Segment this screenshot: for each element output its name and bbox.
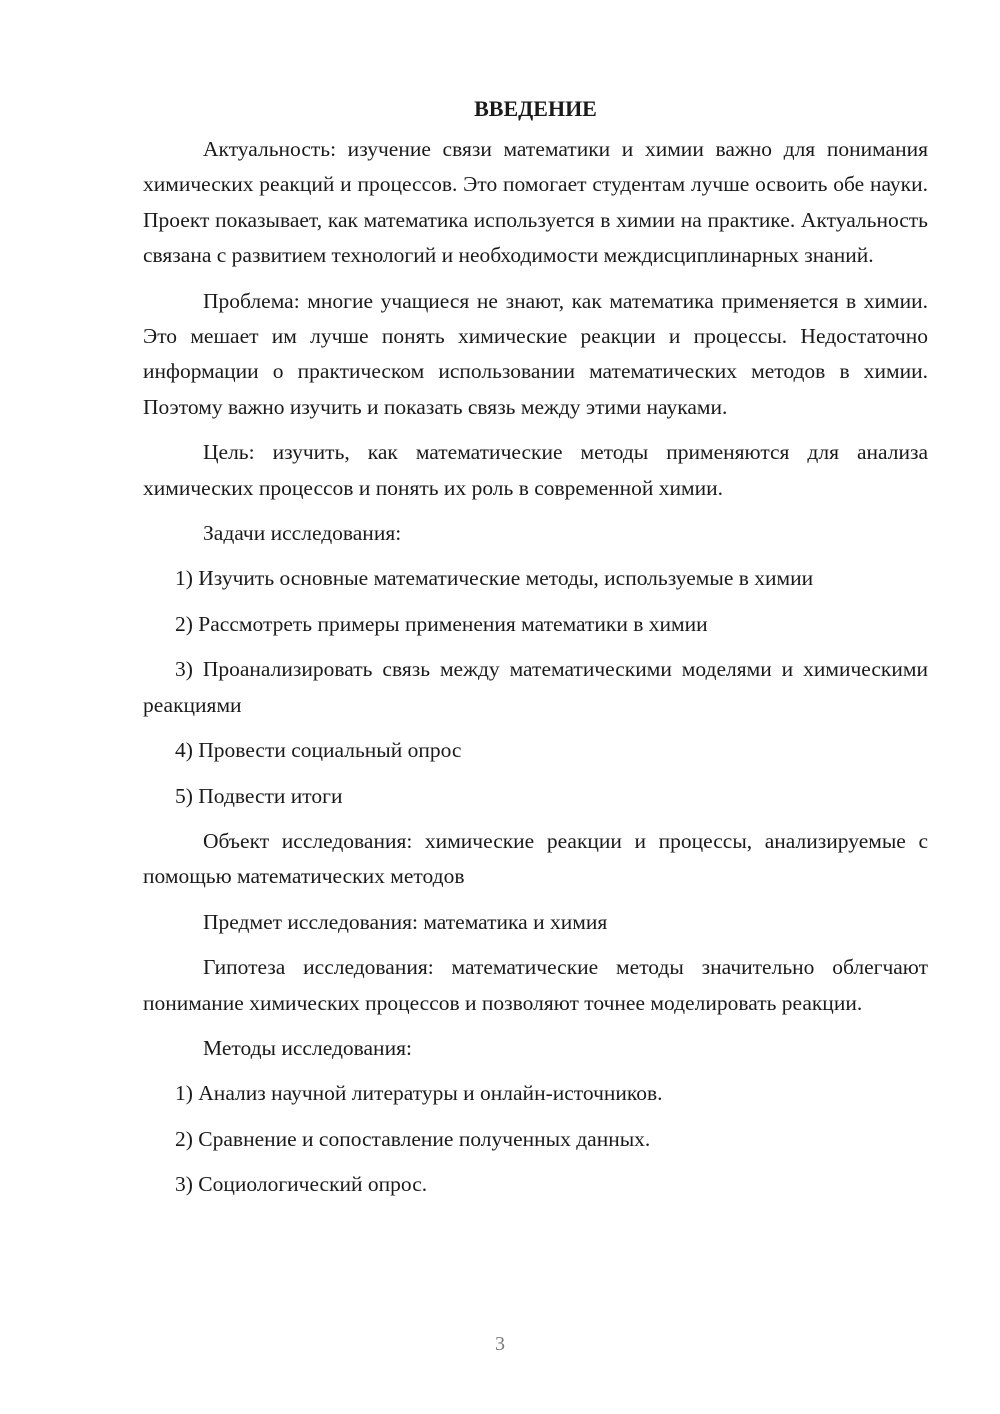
methods-title: Методы исследования:	[203, 1035, 412, 1060]
goal-paragraph: Цель: изучить, как математические методы применяются для анализа химических процессов и понять их роль в современной химии.	[143, 440, 928, 500]
task-item: 1) Изучить основные математические методы, используемые в химии	[175, 566, 814, 591]
method-item: 1) Анализ научной литературы и онлайн-источников.	[175, 1081, 663, 1106]
task-item: 2) Рассмотреть примеры применения математики в химии	[175, 611, 708, 636]
method-item: 3) Социологический опрос.	[175, 1172, 428, 1197]
task-item: 4) Провести социальный опрос	[175, 738, 462, 763]
method-item: 2) Сравнение и сопоставление полученных данных.	[175, 1126, 651, 1151]
task-item: 3) Проанализировать связь между математическими моделями и химическими реакциями	[143, 657, 928, 717]
object-paragraph: Объект исследования: химические реакции и процессы, анализируемые с помощью математических методов	[143, 828, 928, 889]
hypothesis-paragraph: Гипотеза исследования: математические методы значительно облегчают понимание химических процессов и позволяют точнее моделировать реакции.	[143, 955, 928, 1015]
page-number: 3	[495, 1333, 505, 1355]
page-heading: ВВЕДЕНИЕ	[474, 96, 597, 121]
document-page	[143, 92, 928, 1213]
subject-paragraph: Предмет исследования: математика и химия	[203, 909, 608, 934]
tasks-title: Задачи исследования:	[203, 521, 402, 546]
relevance-paragraph: Актуальность: изучение связи математики и химии важно для понимания химических реакций и процессов. Это помогает студентам лучше освоить обе науки. Проект показывает, как математика используется в химии на практике. Актуальность связана с развитием технологий и необходимости междисциплинарных знаний.	[143, 137, 928, 268]
task-item: 5) Подвести итоги	[175, 783, 343, 808]
problem-paragraph: Проблема: многие учащиеся не знают, как математика применяется в химии. Это мешает им лучше понять химические реакции и процессы. Недостаточно информации о практическом использовании математических методов в химии. Поэтому важно изучить и показать связь между этими науками.	[143, 288, 928, 419]
